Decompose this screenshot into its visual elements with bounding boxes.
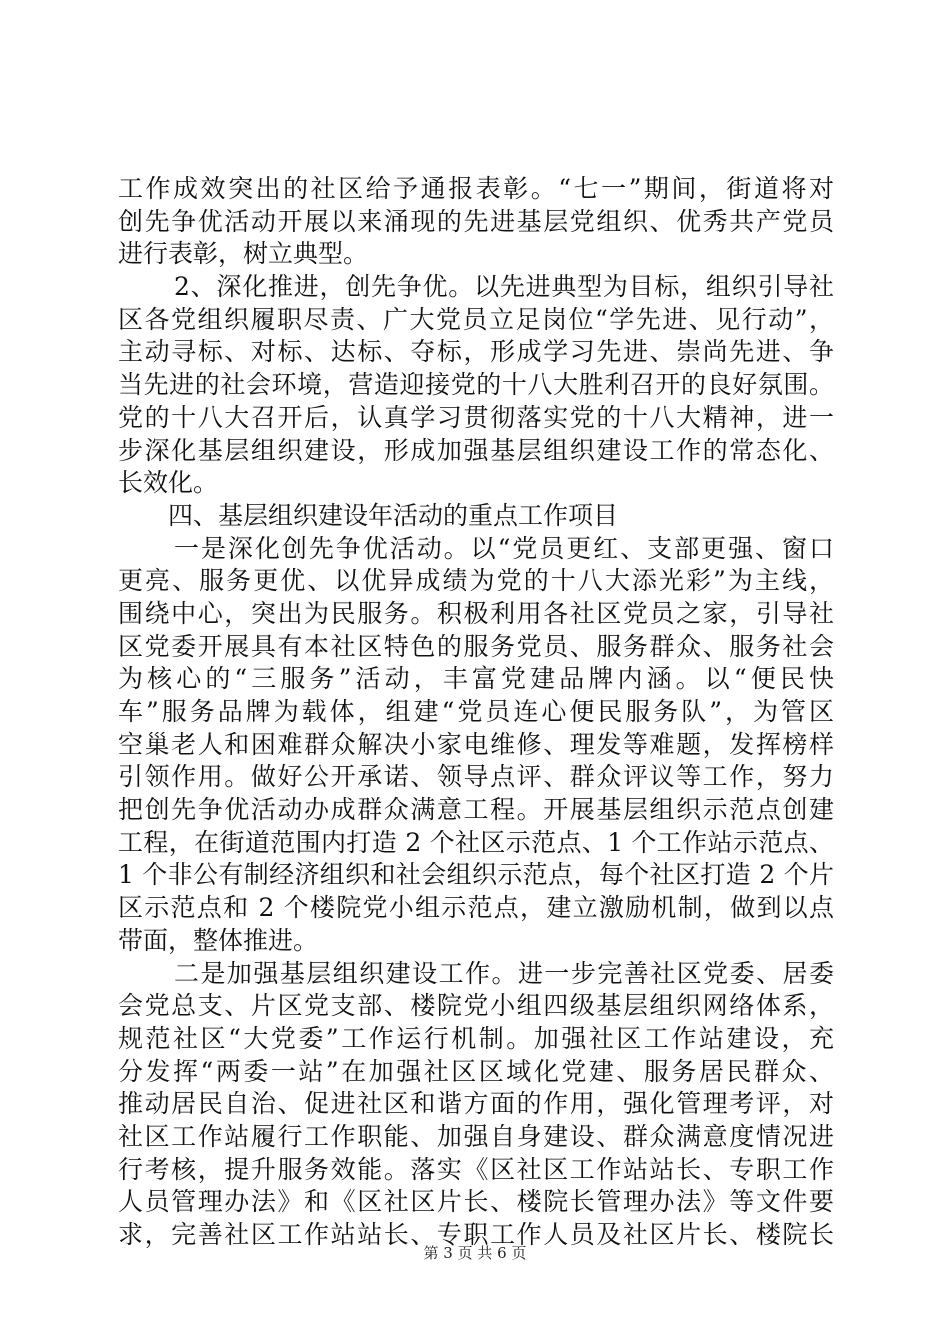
- text-line: 行考核，提升服务效能。落实《区社区工作站站长、专职工作: [118, 1154, 834, 1184]
- text-line: 1 个非公有制经济组织和社会组织示范点，每个社区打造 2 个片: [118, 860, 834, 890]
- text-line: 进行表彰，树立典型。: [118, 239, 369, 269]
- text-line: 规范社区“大党委”工作运行机制。加强社区工作站建设，充: [118, 1023, 834, 1053]
- text-line: 长效化。: [118, 468, 219, 498]
- paragraph-start-line: 二是加强基层组织建设工作。进一步完善社区党委、居委: [174, 958, 834, 988]
- paragraph-start-line: 一是深化创先争优活动。以“党员更红、支部更强、窗口: [174, 533, 834, 563]
- text-line: 步深化基层组织建设，形成加强基层组织建设工作的常态化、: [118, 435, 834, 465]
- text-line: 引领作用。做好公开承诺、领导点评、群众评议等工作，努力: [118, 762, 834, 792]
- text-line: 更亮、服务更优、以优异成绩为党的十八大添光彩”为主线，: [118, 566, 834, 596]
- text-line: 区各党组织履职尽责、广大党员立足岗位“学先进、见行动”，: [118, 304, 834, 334]
- text-line: 当先进的社会环境，营造迎接党的十八大胜利召开的良好氛围。: [118, 370, 834, 400]
- text-line: 分发挥“两委一站”在加强社区区域化党建、服务居民群众、: [118, 1056, 834, 1086]
- text-line: 创先争优活动开展以来涌现的先进基层党组织、优秀共产党员: [118, 206, 834, 236]
- text-line: 区党委开展具有本社区特色的服务党员、服务群众、服务社会: [118, 631, 834, 661]
- text-line: 求，完善社区工作站站长、专职工作人员及社区片长、楼院长: [118, 1220, 834, 1249]
- text-line: 工程，在街道范围内打造 2 个社区示范点、1 个工作站示范点、: [118, 827, 834, 857]
- text-line: 带面，整体推进。: [118, 925, 319, 955]
- text-line: 主动寻标、对标、达标、夺标，形成学习先进、崇尚先进、争: [118, 337, 834, 367]
- text-line: 会党总支、片区党支部、楼院党小组四级基层组织网络体系，: [118, 991, 834, 1021]
- paragraph-start-line: 2、深化推进，创先争优。以先进典型为目标，组织引导社: [174, 272, 834, 302]
- text-line: 空巢老人和困难群众解决小家电维修、理发等难题，发挥榜样: [118, 729, 834, 759]
- text-line: 车”服务品牌为载体，组建“党员连心便民服务队”，为管区: [118, 697, 834, 726]
- section-heading: 四、基层组织建设年活动的重点工作项目: [168, 500, 619, 530]
- document-body: [118, 173, 834, 1252]
- text-line: 工作成效突出的社区给予通报表彰。“七一”期间，街道将对: [118, 174, 834, 203]
- text-line: 人员管理办法》和《区社区片长、楼院长管理办法》等文件要: [118, 1187, 834, 1217]
- text-line: 推动居民自治、促进社区和谐方面的作用，强化管理考评，对: [118, 1089, 834, 1119]
- text-line: 社区工作站履行工作职能、加强自身建设、群众满意度情况进: [118, 1121, 834, 1151]
- text-line: 为核心的“三服务”活动，丰富党建品牌内涵。以“便民快: [118, 664, 834, 694]
- page-number-footer: 第 3 页 共 6 页: [423, 1244, 527, 1262]
- text-line: 党的十八大召开后，认真学习贯彻落实党的十八大精神，进一: [118, 402, 834, 432]
- text-line: 围绕中心，突出为民服务。积极利用各社区党员之家，引导社: [118, 598, 834, 628]
- text-line: 把创先争优活动办成群众满意工程。开展基层组织示范点创建: [118, 795, 834, 825]
- text-line: 区示范点和 2 个楼院党小组示范点，建立激励机制，做到以点: [118, 893, 834, 923]
